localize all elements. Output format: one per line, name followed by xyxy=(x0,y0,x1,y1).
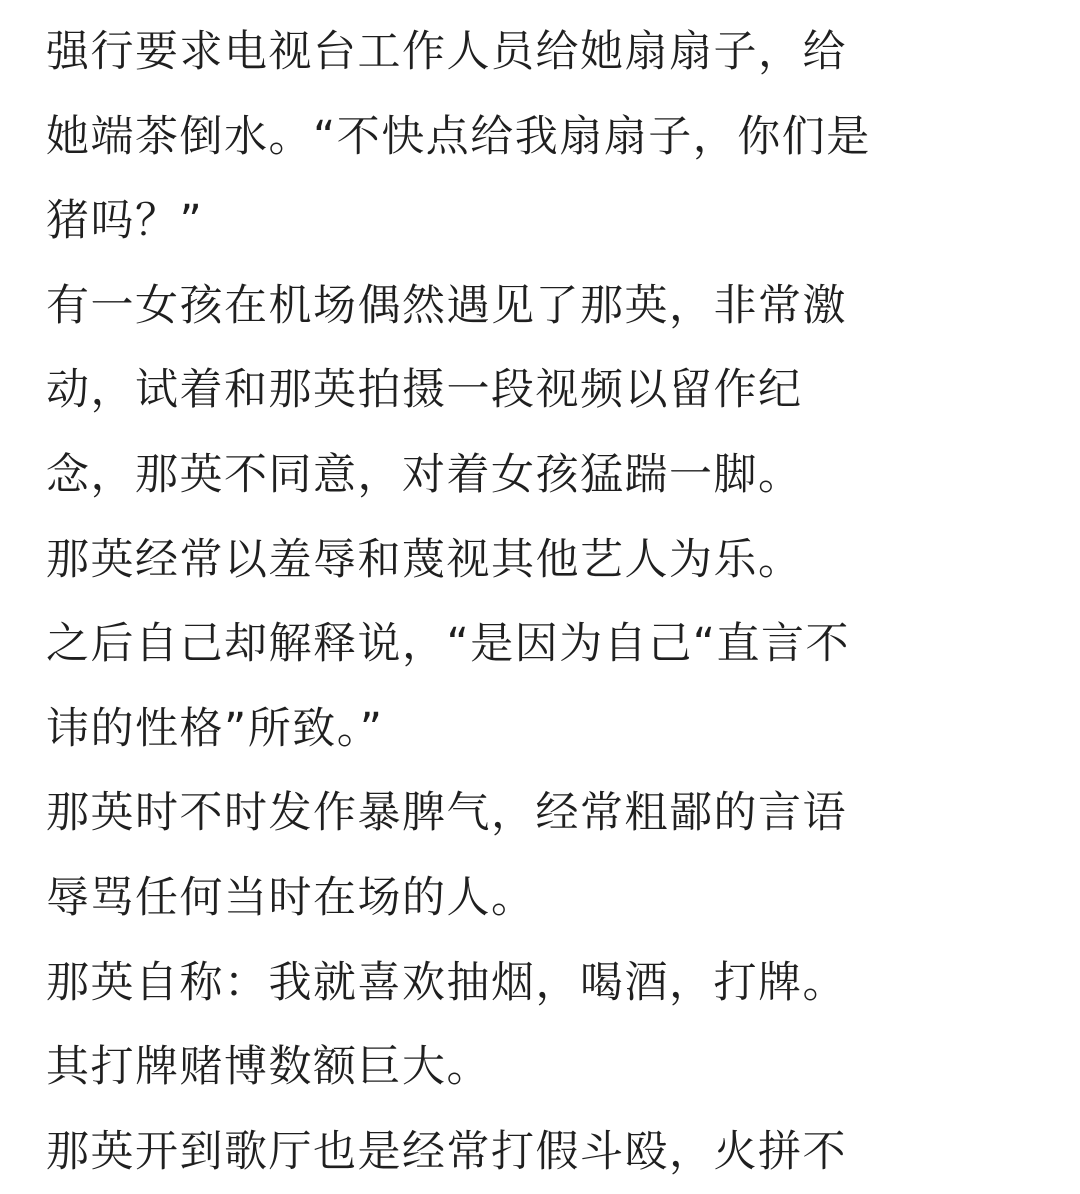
text-line: 讳的性格”所致。” xyxy=(46,703,384,754)
text-line: 其打牌赌博数额巨大。 xyxy=(46,1042,491,1093)
article-body xyxy=(46,10,1056,1194)
text-line: 那英自称：我就喜欢抽烟，喝酒，打牌。 xyxy=(46,957,847,1008)
text-line: 她端茶倒水。“不快点给我扇扇子，你们是 xyxy=(46,111,871,162)
text-line: 那英开到歌厅也是经常打假斗殴，火拼不 xyxy=(46,1126,847,1177)
text-line: 那英经常以羞辱和蔑视其他艺人为乐。 xyxy=(46,534,803,585)
text-line: 辱骂任何当时在场的人。 xyxy=(46,872,536,923)
text-line: 强行要求电视台工作人员给她扇扇子，给 xyxy=(46,27,847,77)
text-line: 猪吗？” xyxy=(46,196,204,247)
text-line: 念，那英不同意，对着女孩猛踹一脚。 xyxy=(46,449,803,500)
text-line: 那英时不时发作暴脾气，经常粗鄙的言语 xyxy=(46,788,847,839)
text-line: 动，试着和那英拍摄一段视频以留作纪 xyxy=(46,365,803,416)
text-line: 有一女孩在机场偶然遇见了那英，非常激 xyxy=(46,280,847,331)
text-line: 之后自己却解释说，“是因为自己“直言不 xyxy=(46,619,851,670)
